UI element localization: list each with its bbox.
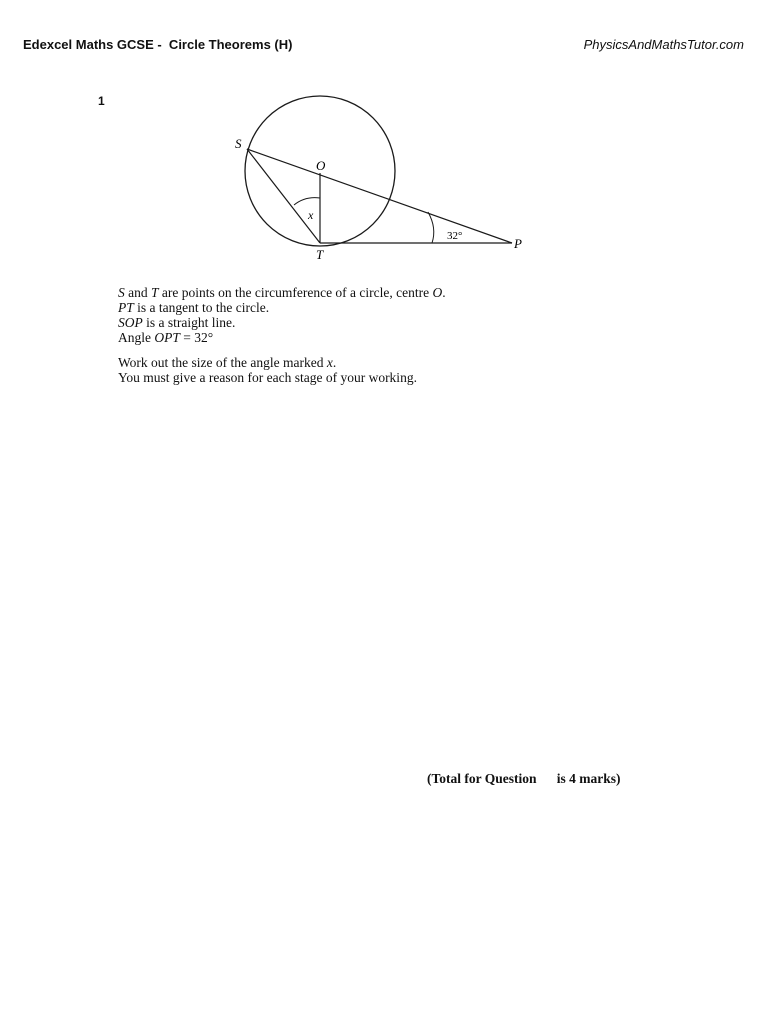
label-p: P (514, 236, 522, 251)
label-x: x (308, 208, 314, 222)
text-run: is a tangent to the circle. (133, 300, 270, 315)
question-text (118, 285, 538, 385)
question-line (118, 330, 538, 345)
text-run: = 32° (179, 330, 214, 345)
text-run: Work out the size of the angle marked (118, 355, 327, 370)
label-o: O (316, 158, 326, 173)
text-run: You must give a reason for each stage of your working. (118, 370, 417, 385)
text-run: are points on the circumference of a circle, centre (158, 285, 433, 300)
math-variable: SOP (118, 315, 143, 330)
question-line (118, 300, 538, 315)
math-variable: T (151, 285, 159, 300)
question-line (118, 315, 538, 330)
text-run: and (124, 285, 151, 300)
circle-diagram (0, 0, 768, 290)
text-run: Angle (118, 330, 155, 345)
question-instructions (118, 355, 538, 385)
question-number: 1 (98, 94, 105, 108)
line-sop (247, 149, 512, 243)
angle-arc-x (294, 198, 320, 205)
question-line (118, 355, 538, 370)
text-run: . (332, 355, 337, 370)
angle-arc-32 (428, 212, 434, 243)
label-angle-32: 32° (447, 230, 463, 242)
line-st (247, 149, 320, 243)
text-run: is a straight line. (142, 315, 236, 330)
question-line (118, 285, 538, 300)
header-site-name: PhysicsAndMathsTutor.com (583, 37, 744, 52)
math-variable: PT (118, 300, 134, 315)
question-line (118, 370, 538, 385)
math-variable: OPT (154, 330, 180, 345)
spacer (118, 345, 538, 355)
label-t: T (316, 247, 324, 262)
header-title: Edexcel Maths GCSE - Circle Theorems (H) (23, 37, 293, 52)
math-variable: S (118, 285, 125, 300)
label-s: S (235, 136, 242, 151)
text-run: . (442, 285, 446, 300)
math-variable: O (432, 285, 443, 300)
question-statements (118, 285, 538, 345)
math-variable: x (326, 355, 333, 370)
total-marks: (Total for Question is 4 marks) (427, 771, 621, 786)
